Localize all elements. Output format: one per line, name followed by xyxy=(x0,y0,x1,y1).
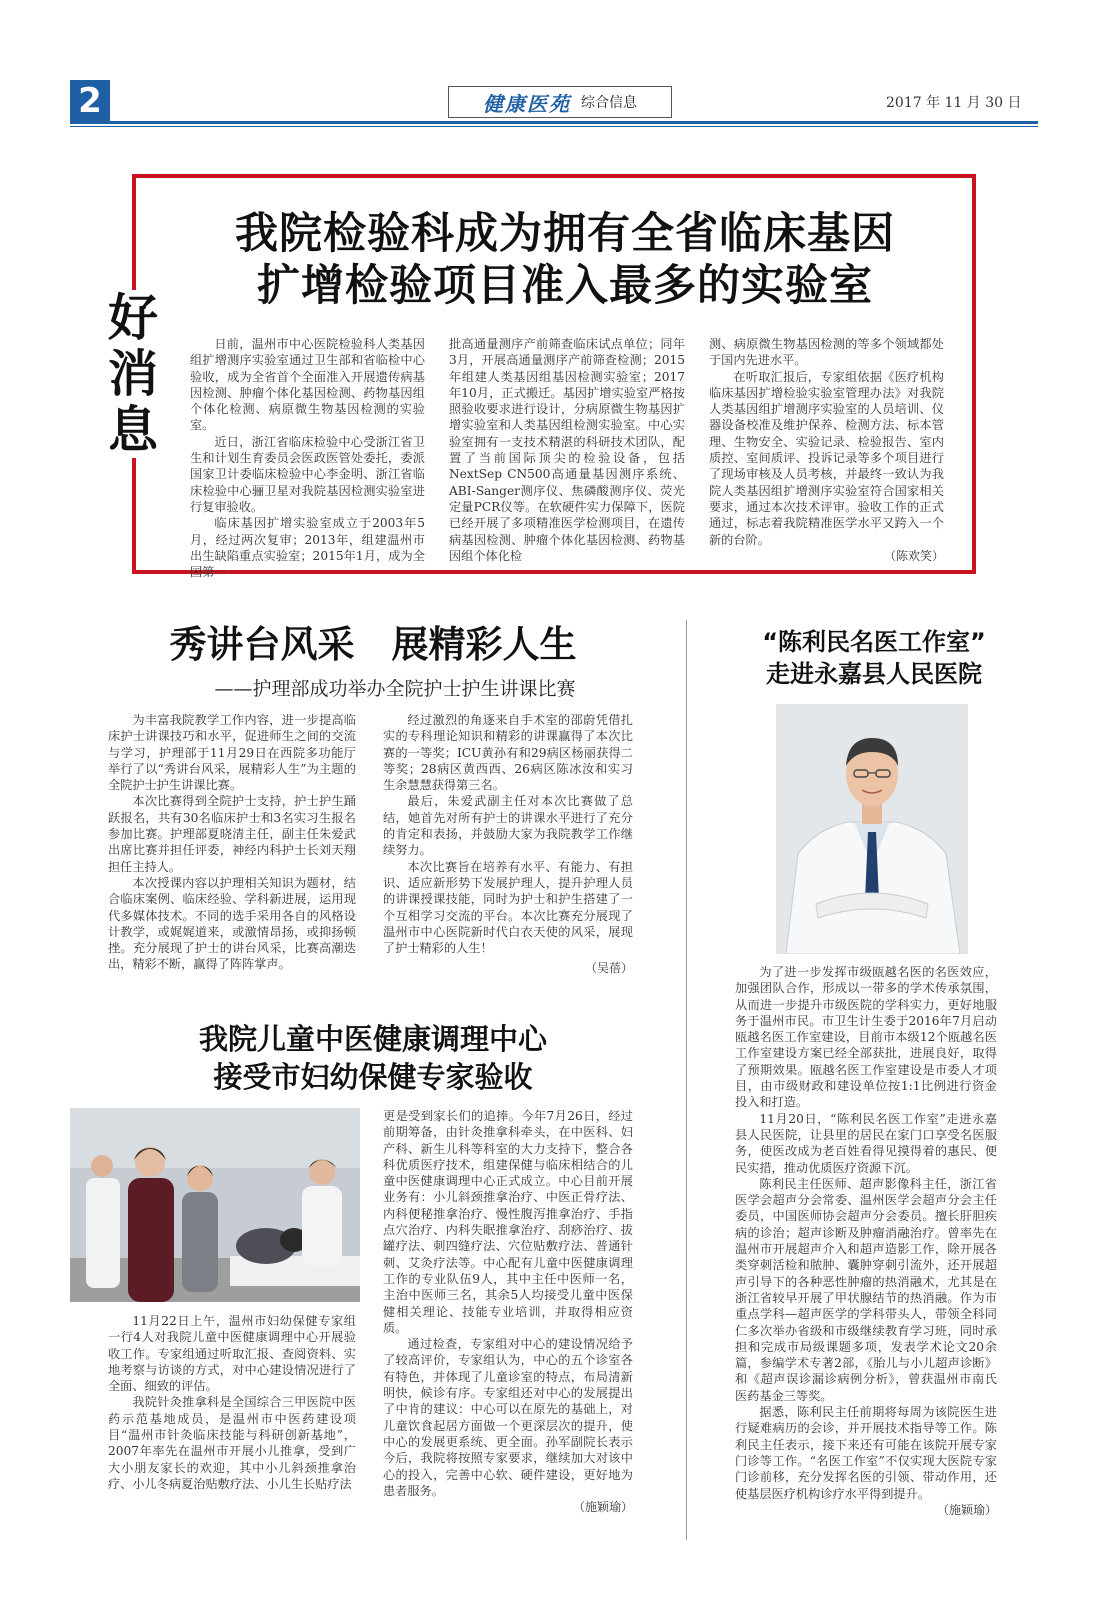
article4-title-line2: 走进永嘉县人民医院 xyxy=(766,660,982,688)
column-divider xyxy=(686,620,687,1540)
byline: （施颖瑜） xyxy=(936,1502,997,1517)
good-news-tag-text: 好消息 xyxy=(108,289,158,459)
paragraph: 11月20日，“陈利民名医工作室”走进永嘉县人民医院，让县里的居民在家门口享受名医服务，使医改成为老百姓看得见摸得着的惠民、便民实措，推动优质医疗资源下沉。 xyxy=(735,1111,997,1175)
article3-col2 xyxy=(383,1108,633,1515)
header-rule xyxy=(70,121,1038,124)
paragraph: 本次比赛得到全院护士支持，护士护生踊跃报名，共有30名临床护士和3名实习生报名参加比赛。护理部夏晓清主任，副主任朱爱武出席比赛并担任评委，神经内科护士长刘天翔担任主持人。 xyxy=(108,794,356,874)
article2-col1 xyxy=(108,712,356,973)
article4-body xyxy=(735,964,997,1518)
article4-title xyxy=(700,626,1048,690)
byline: （施颖瑜） xyxy=(572,1500,633,1515)
paragraph: 陈利民主任医师、超声影像科主任，浙江省医学会超声分会常委、温州医学会超声分会主任委员，中国医师协会超声分会委员。擅长肝胆疾病的诊治；超声诊断及肿瘤消融治疗。曾率先在温州市开展超声介入和超声造影工作，除开展各类穿刺活检和脓肿、囊肿穿刺引流外，还开展超声引导下的各种恶性肿瘤的热消融术，尤其是在浙江省较早开展了甲状腺结节的热消融。作为市重点学科—超声医学的学科带头人，带领全科同仁多次举办省级和市级继续教育学习班，同时承担和完成市局级课题多项，发表学术论文20余篇，参编学术专著2部，《胎儿与小儿超声诊断》和《超声误诊漏诊病例分析》，曾获温州市南氏医药基金三等奖。 xyxy=(735,1176,997,1403)
newspaper-logo: 健康医苑 xyxy=(483,91,571,116)
paragraph: 为了进一步发挥市级瓯越名医的名医效应，加强团队合作，形成以一带多的学术传承氛围，从而进一步提升市级医院的学科实力，更好地服务于温州市民。市卫生计生委于2016年7月启动瓯越名医工作室建设，目前市本级12个瓯越名医工作室建设方案已经全部获批，进展良好，取得了预期效果。瓯越名医工作室建设是市委人才项目，由市级财政和建设单位按1:1比例进行资金投入和打造。 xyxy=(735,965,997,1110)
paragraph: 测、病原微生物基因检测的等多个领域都处于国内先进水平。 xyxy=(709,337,944,368)
article3-title xyxy=(108,1020,638,1096)
paragraph: 近日，浙江省临床检验中心受浙江省卫生和计划生育委员会医政医管处委托，委派国家卫计委临床检验中心李金明、浙江省临床检验中心骊卫星对我院基因检测实验室进行复审验收。 xyxy=(190,434,425,514)
article1-title-line2: 扩增检验项目准入最多的实验室 xyxy=(257,261,873,311)
paragraph: 我院针灸推拿科是全国综合三甲医院中医药示范基地成员，是温州市中医药建设项目“温州市针灸临床技能与科研创新基地”，2007年率先在温州市开展小儿推拿，受到广大小朋友家长的欢迎，其中小儿斜颈推拿治疗、小儿冬病夏治贴敷疗法、小儿生长贴疗法 xyxy=(108,1395,356,1491)
article3-title-line1: 我院儿童中医健康调理中心 xyxy=(198,1022,547,1056)
paragraph: 11月22日上午，温州市妇幼保健专家组一行4人对我院儿童中医健康调理中心开展验收工作。专家组通过听取汇报、查阅资料、实地考察与访谈的方式，对中心建设情况进行了全面、细致的评估。 xyxy=(108,1314,356,1394)
paragraph: 通过检查，专家组对中心的建设情况给予了较高评价，专家组认为，中心的五个诊室各有特色，并体现了儿童诊室的特点，布局清新明快，候诊有序。专家组还对中心的发展提出了中肯的建议：中心可以在原先的基础上，对儿童饮食起居方面做一个更深层次的提升，使中心的发展更系统、更全面。孙军副院长表示今后，我院将按照专家要求，继续加大对该中心的投入，完善中心软、硬件建设，更好地为患者服务。 xyxy=(383,1337,633,1498)
paragraph: 为丰富我院教学工作内容，进一步提高临床护士讲课技巧和水平，促进师生之间的交流与学习，护理部于11月29日在西院多功能厅举行了以“秀讲台风采，展精彩人生”为主题的全院护士护生讲课比赛。 xyxy=(108,713,356,793)
article4-title-line1: “陈利民名医工作室” xyxy=(762,628,986,656)
article2-col2 xyxy=(383,712,633,977)
article1-title-line1: 我院检验科成为拥有全省临床基因 xyxy=(235,209,895,259)
issue-date: 2017 年 11 月 30 日 xyxy=(886,95,1022,111)
paragraph: 批高通量测序产前筛查临床试点单位；同年3月，开展高通量测序产前筛查检测；2015年组建人类基因组基因检测实验室；2017年10月，正式搬迁。基因扩增实验室严格按照验收要求进行设计，分病原微生物基因扩增实验室和人类基因组检测实验室。中心实验室拥有一支技术精湛的科研技术团队，配置了当前国际顶尖的检验设备，包括NextSep CN500高通量基因测序系统、ABI-Sanger测序仪、焦磷酸测序仪、荧光定量PCR仪等。在软硬件实力保障下，医院已经开展了多项精准医学检测项目，在遗传病基因检测、肿瘤个体化基因检测、药物基因组个体化检 xyxy=(449,337,685,563)
byline: （陈欢笑） xyxy=(883,548,944,563)
paragraph: 临床基因扩增实验室成立于2003年5月，经过两次复审；2013年，组建温州市出生缺陷重点实验室；2015年1月，成为全国第一 xyxy=(190,516,425,580)
clinic-inspection-photo xyxy=(70,1108,360,1302)
article3-title-line2: 接受市妇幼保健专家验收 xyxy=(213,1060,533,1094)
article1-title xyxy=(160,208,970,312)
paragraph: 日前，温州市中心医院检验科人类基因组扩增测序实验室通过卫生部和省临检中心验收，成为全省首个全面准入开展遗传病基因检测、肿瘤个体化基因检测、药物基因组个体化检测、病原微生物基因检测的实验室。 xyxy=(190,337,425,433)
article1-col3 xyxy=(709,336,944,564)
doctor-portrait-photo xyxy=(776,704,968,954)
byline: （吴蓓） xyxy=(584,961,633,976)
article3-col1 xyxy=(108,1313,356,1492)
clinic-inspection-image xyxy=(70,1108,360,1302)
article2-subtitle: ——护理部成功举办全院护士护生讲课比赛 xyxy=(214,678,576,700)
paragraph: 最后，朱爱武副主任对本次比赛做了总结，她首先对所有护士的讲课水平进行了充分的肯定和表扬，并鼓励大家为我院教学工作继续努力。 xyxy=(383,794,633,858)
good-news-tag xyxy=(104,290,162,458)
paragraph: 更是受到家长们的追捧。今年7月26日，经过前期筹备，由针灸推拿科牵头，在中医科、妇产科、新生儿科等科室的大力支持下，整合各科优质医疗技术，组建保健与临床相结合的儿童中医健康调理中心正式成立。中心目前开展业务有：小儿斜颈推拿治疗、中医正骨疗法、内科便秘推拿治疗、慢性腹泻推拿治疗、手指点穴治疗、内科失眠推拿治疗、刮痧治疗、拔罐疗法、刺四缝疗法、穴位贴敷疗法、普通针刺、艾灸疗法等。中心配有儿童中医健康调理工作的专业队伍9人，其中主任中医师一名，主治中医师三名，其余5人均接受儿童中医保健相关理论、技能专业培训，并取得相应资质。 xyxy=(383,1109,633,1335)
article2-title: 秀讲台风采 展精彩人生 xyxy=(169,623,577,666)
paragraph: 在听取汇报后，专家组依据《医疗机构临床基因扩增检验实验室管理办法》对我院人类基因组扩增测序实验室的人员培训、仪器设备校准及维护保养、检测方法、标本管理、生物安全、实验记录、检验报告、室内质控、室间质评、投诉记录等多个项目进行了现场审核及人员考核，并最终一致认为我院人类基因组扩增测序实验室符合国家相关要求，通过本次技术评审。验收工作的正式通过，标志着我院精准医学水平又跨入一个新的台阶。 xyxy=(709,369,944,547)
paragraph: 经过激烈的角逐来自手术室的邵蔚凭借扎实的专科理论知识和精彩的讲课赢得了本次比赛的一等奖；ICU黄孙有和29病区杨丽获得二等奖；28病区黄西西、26病区陈冰汝和实习生余慧慧获得第三名。 xyxy=(383,713,633,793)
header-rule-thin xyxy=(70,126,1038,127)
section-title: 综合信息 xyxy=(581,95,637,111)
article1-col1 xyxy=(190,336,425,580)
article1-col2 xyxy=(449,336,685,564)
masthead xyxy=(448,86,672,118)
paragraph: 本次授课内容以护理相关知识为题材，结合临床案例、临床经验、学科新进展，运用现代多媒体技术。不同的选手采用各自的风格设计教学，或娓娓道来，或激情昂扬，或抑扬顿挫。充分展现了护士的讲台风采，比赛高潮迭出，精彩不断，赢得了阵阵掌声。 xyxy=(108,875,356,972)
paragraph: 本次比赛旨在培养有水平、有能力、有担识、适应新形势下发展护理人，提升护理人员的讲课授课技能，同时为护士和护生搭建了一个互相学习交流的平台。本次比赛充分展现了温州市中心医院新时代白衣天使的风采，展现了护士精彩的人生！ xyxy=(383,859,633,956)
page-number: 2 xyxy=(70,80,110,122)
paragraph: 据悉，陈利民主任前期将每周为该院医生进行疑难病历的会诊，并开展技术指导等工作。陈利民主任表示，接下来还有可能在该院开展专家门诊等工作。“名医工作室”不仅实现大医院专家门诊前移，充分发挥名医的引领、带动作用，还使基层医疗机构诊疗水平得到提升。 xyxy=(735,1405,997,1501)
doctor-portrait-image xyxy=(776,704,968,954)
